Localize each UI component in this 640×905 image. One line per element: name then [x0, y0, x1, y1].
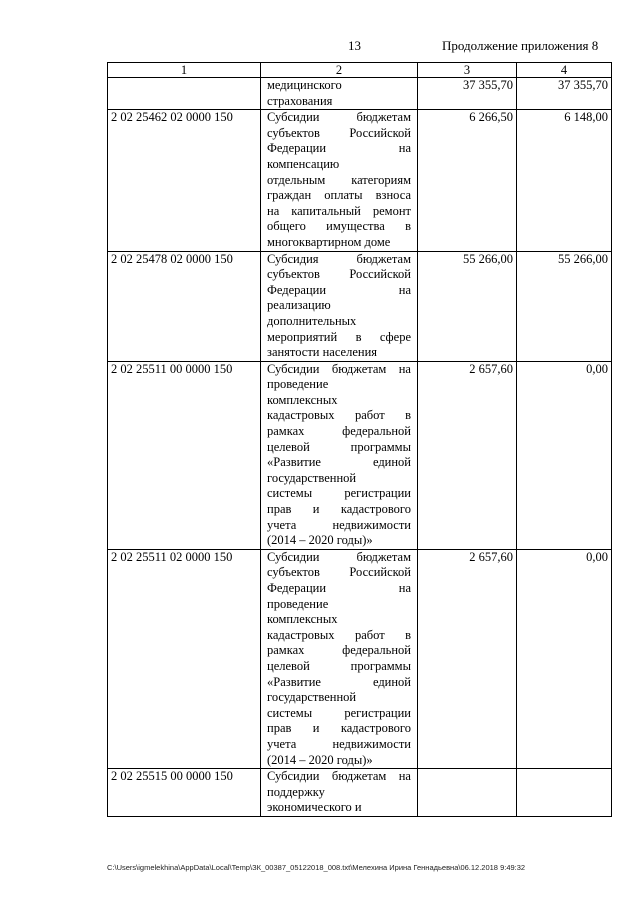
- amount-col4-cell: 0,00: [517, 549, 612, 768]
- description-line: Федерации на: [267, 581, 411, 595]
- amount-col3-cell: 37 355,70: [418, 78, 517, 110]
- description-line: субъектов Российской: [267, 565, 411, 580]
- table-row: [108, 769, 612, 817]
- description-cell: [261, 769, 418, 817]
- description-line: общего имущества в: [267, 219, 411, 234]
- amount-col3-cell: 55 266,00: [418, 251, 517, 361]
- description-line: субъектов Российской: [267, 125, 411, 140]
- description-cell: [261, 361, 418, 549]
- description-line: дополнительных: [267, 313, 357, 328]
- description-line: Субсидии бюджетам: [267, 549, 411, 564]
- description-line: компенсацию: [267, 156, 340, 171]
- budget-code-cell: 2 02 25462 02 0000 150: [108, 110, 261, 251]
- budget-code-cell: 2 02 25511 02 0000 150: [108, 549, 261, 768]
- description-line: государственной: [267, 470, 357, 485]
- description-line: «Развитие единой: [267, 674, 411, 689]
- description-line: Субсидия бюджетам: [267, 251, 411, 266]
- table-row: [108, 110, 612, 251]
- table-row: [108, 251, 612, 361]
- description-line: государственной: [267, 690, 357, 705]
- description-line: рамках федеральной: [267, 424, 411, 439]
- description-line: на капитальный ремонт: [267, 203, 411, 218]
- description-line: Субсидии бюджетам: [267, 110, 411, 125]
- amount-col4-cell: [517, 769, 612, 817]
- table-row: [108, 78, 612, 110]
- description-line: (2014 – 2020 годы)»: [267, 533, 373, 548]
- description-line: Субсидии бюджетам на: [267, 361, 411, 376]
- table-row: [108, 361, 612, 549]
- budget-code-cell: [108, 78, 261, 110]
- description-line: занятости населения: [267, 345, 378, 360]
- amount-col4-cell: 55 266,00: [517, 251, 612, 361]
- description-line: учета недвижимости: [267, 517, 411, 532]
- description-line: мероприятий в сфере: [267, 329, 411, 344]
- amount-col4-cell: 0,00: [517, 361, 612, 549]
- column-header: 4: [517, 63, 612, 78]
- file-path-footer: C:\Users\igmelekhina\AppData\Local\Temp\ЗК_00387_05122018_008.txt\Мелехина Ирина Геннадьевна\06.12.2018 9:49:32: [107, 863, 526, 872]
- column-header: 1: [108, 63, 261, 78]
- amount-col3-cell: 6 266,50: [418, 110, 517, 251]
- description-line: комплексных: [267, 612, 338, 627]
- budget-code-cell: 2 02 25515 00 0000 150: [108, 769, 261, 817]
- description-line: целевой программы: [267, 658, 411, 673]
- page-number: 13: [348, 38, 361, 53]
- description-cell: [261, 251, 418, 361]
- description-line: отдельным категориям: [267, 172, 411, 187]
- budget-code-cell: 2 02 25478 02 0000 150: [108, 251, 261, 361]
- description-line: реализацию: [267, 298, 331, 313]
- description-line: прав и кадастрового: [267, 721, 411, 736]
- amount-col3-cell: [418, 769, 517, 817]
- description-cell: [261, 110, 418, 251]
- description-line: кадастровых работ в: [267, 627, 411, 642]
- description-line: Федерации на: [267, 282, 411, 297]
- budget-code-cell: 2 02 25511 00 0000 150: [108, 361, 261, 549]
- description-line: рамках федеральной: [267, 643, 411, 658]
- description-line: граждан оплаты взноса: [267, 188, 411, 203]
- description-line: страхования: [267, 93, 333, 108]
- description-line: прав и кадастрового: [267, 502, 411, 517]
- table-row: [108, 549, 612, 768]
- description-line: комплексных: [267, 392, 338, 407]
- amount-col4-cell: 37 355,70: [517, 78, 612, 110]
- description-line: кадастровых работ в: [267, 408, 411, 423]
- description-line: проведение: [267, 377, 329, 392]
- description-line: (2014 – 2020 годы)»: [267, 752, 373, 767]
- description-line: многоквартирном доме: [267, 234, 391, 249]
- column-header: 2: [261, 63, 418, 78]
- description-line: медицинского: [267, 78, 342, 92]
- description-line: Субсидии бюджетам на: [267, 769, 411, 784]
- description-line: субъектов Российской: [267, 267, 411, 282]
- appendix-continuation-label: Продолжение приложения 8: [442, 38, 599, 53]
- column-header: 3: [418, 63, 517, 78]
- amount-col3-cell: 2 657,60: [418, 361, 517, 549]
- description-line: экономического и: [267, 800, 362, 815]
- budget-table: [107, 62, 612, 817]
- description-line: «Развитие единой: [267, 455, 411, 470]
- description-line: целевой программы: [267, 439, 411, 454]
- description-line: учета недвижимости: [267, 736, 411, 751]
- amount-col4-cell: 6 148,00: [517, 110, 612, 251]
- column-number-row: [108, 63, 612, 78]
- description-line: Федерации на: [267, 141, 411, 156]
- description-line: системы регистрации: [267, 705, 411, 720]
- description-cell: [261, 549, 418, 768]
- description-line: системы регистрации: [267, 486, 411, 501]
- amount-col3-cell: 2 657,60: [418, 549, 517, 768]
- description-cell: [261, 78, 418, 110]
- description-line: проведение: [267, 596, 329, 611]
- description-line: поддержку: [267, 784, 325, 799]
